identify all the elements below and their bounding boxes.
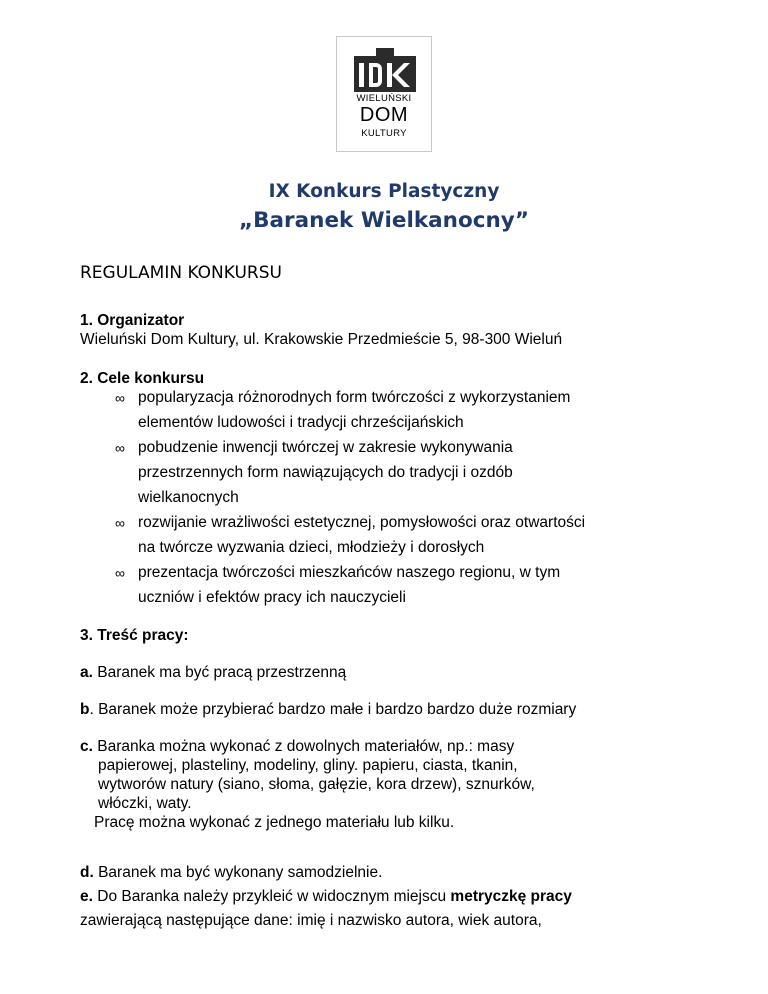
title-line-2: „Baranek Wielkanocny” <box>239 208 529 233</box>
item-e-label: e. <box>80 888 93 905</box>
item-c-line-5: Pracę można wykonać z jednego materiału lub kilku. <box>94 814 455 831</box>
item-b-text: . Baranek może przybierać bardzo małe i bardzo bardzo duże rozmiary <box>89 701 577 718</box>
goal-1-line-1: popularyzacja różnorodnych form twórczości z wykorzystaniem <box>138 389 571 406</box>
goal-2-line-1: pobudzenie inwencji twórczej w zakresie wykonywania <box>138 439 513 456</box>
section-1-heading: 1. Organizator <box>80 312 185 329</box>
goal-4-line-1: prezentacja twórczości mieszkańców naszego regionu, w tym <box>138 564 561 581</box>
wdk-logo-mark-icon <box>354 48 416 92</box>
logo-line-2: DOM <box>359 104 409 126</box>
item-a-text: Baranek ma być pracą przestrzenną <box>92 664 347 681</box>
item-e-text: Do Baranka należy przykleić w widocznym miejscu <box>92 888 451 905</box>
item-a-label: a. <box>80 664 93 681</box>
item-c-label: c. <box>80 738 93 755</box>
title-line-1: IX Konkurs Plastyczny <box>268 181 500 202</box>
item-e-line-2: zawierającą następujące dane: imię i nazwisko autora, wiek autora, <box>80 912 542 929</box>
goal-4-line-2: uczniów i efektów pracy ich nauczycieli <box>138 589 406 606</box>
bullet-icon: ∞ <box>115 515 125 531</box>
item-a <box>80 663 346 682</box>
logo <box>336 36 432 152</box>
bullet-icon: ∞ <box>115 440 125 456</box>
item-c-line-2: papierowej, plasteliny, modeliny, gliny. papieru, ciasta, tkanin, <box>98 757 518 774</box>
item-e-bold-text: metryczkę pracy <box>450 888 572 905</box>
section-3-heading: 3. Treść pracy: <box>80 627 189 644</box>
item-c <box>80 737 514 756</box>
goal-2-line-2: przestrzennych form nawiązujących do tradycji i ozdób <box>138 464 513 481</box>
goal-1-line-2: elementów ludowości i tradycji chrześcijańskich <box>138 414 464 431</box>
item-e <box>80 887 572 906</box>
item-b-label: b <box>80 701 90 718</box>
item-d-text: Baranek ma być wykonany samodzielnie. <box>93 864 383 881</box>
logo-line-1: WIELUŃSKI <box>356 93 412 104</box>
section-2-heading: 2. Cele konkursu <box>80 370 205 387</box>
organizer-text: Wieluński Dom Kultury, ul. Krakowskie Przedmieście 5, 98-300 Wieluń <box>80 331 563 348</box>
goal-3-line-1: rozwijanie wrażliwości estetycznej, pomysłowości oraz otwartości <box>138 514 586 531</box>
item-c-line-4: włóczki, waty. <box>98 795 192 812</box>
item-b <box>80 700 576 719</box>
goal-2-line-3: wielkanocnych <box>138 489 239 506</box>
bullet-icon: ∞ <box>115 390 125 406</box>
item-d-label: d. <box>80 864 94 881</box>
item-d <box>80 863 382 882</box>
item-c-text: Baranka można wykonać z dowolnych materiałów, np.: masy <box>92 738 515 755</box>
goal-3-line-2: na twórcze wyzwania dzieci, młodzieży i dorosłych <box>138 539 485 556</box>
item-c-line-3: wytworów natury (siano, słoma, gałęzie, kora drzew), sznurków, <box>98 776 535 793</box>
logo-line-3: KULTURY <box>361 128 407 139</box>
bullet-icon: ∞ <box>115 565 125 581</box>
regulations-heading: REGULAMIN KONKURSU <box>80 263 282 283</box>
